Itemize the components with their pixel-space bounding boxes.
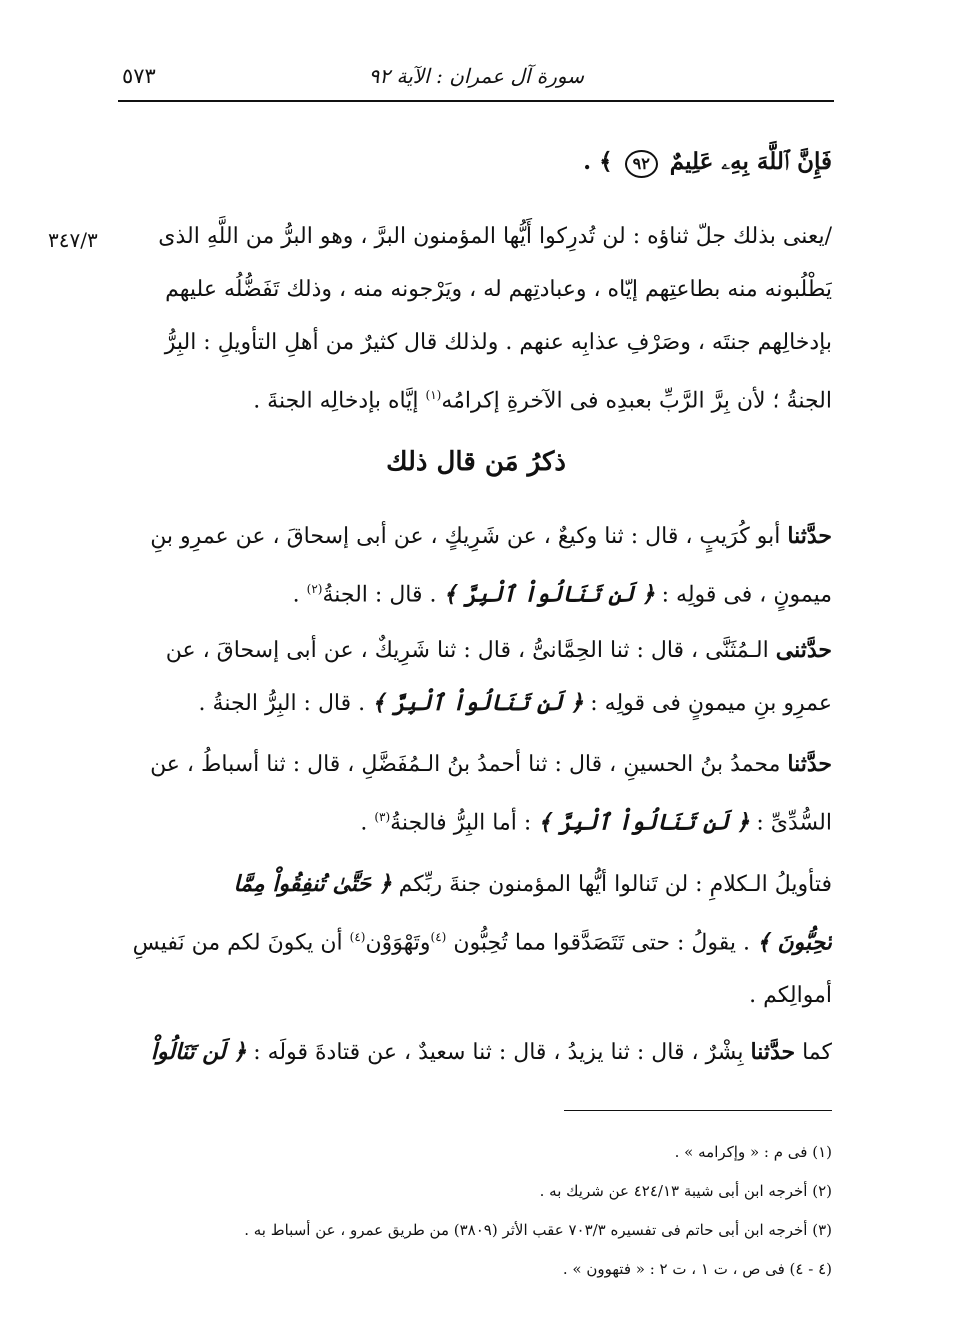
footnote-mark: (٤) — [430, 930, 447, 944]
footnote-divider — [564, 1110, 832, 1111]
text-line: الجنةُ ؛ لأن بِرَّ الرَّبِّ بعبدِه فى الآخرةِ إكرامُه$^{(١)}$ إيَّاه بإدخالِه الجنةَ . — [253, 388, 832, 414]
running-title: سورة آل عمران : الآية ٩٢ — [368, 64, 584, 88]
interpretation-paragraph — [120, 858, 832, 1022]
hadith-report-2 — [120, 624, 832, 730]
quran-quote: تُحِبُّونَ ﴾ — [756, 929, 832, 956]
hadith-report-3 — [120, 738, 832, 849]
text-line: السُّدِّىِّ : ﴿ لَن تَنَالُواْ ٱلْبِرَّ ﴾ : أما البِرُّ فالجنةُ$^{(٣)}$ . — [360, 809, 832, 836]
text-line: /يعنى بذلك جلّ ثناؤه : لن تُدرِكوا أَيُّها المؤمنون البرَّ ، وهو البرُّ من اللَّهِ الذى — [158, 224, 832, 249]
footnote: (١) فى م : « وإكرامه » . — [674, 1143, 832, 1161]
text-line: حدَّثنا محمدُ بنُ الحسينِ ، قال : ثنا أحمدُ بنُ الـمُفَضَّلِ ، قال : ثنا أسباطُ ، عن — [150, 751, 832, 777]
footnote: (٣) أخرجه ابن أبى حاتم فى تفسيره ٧٠٣/٣ عقب الأثر (٣٨٠٩) من طريق عمرو ، عن أسباط به . — [244, 1221, 832, 1239]
quran-quote: ﴿ لَن تَنَالُواْ ٱلْبِرَّ ﴾ — [372, 690, 584, 716]
margin-reference: ٣٤٧/٣ — [48, 228, 98, 252]
footnote-mark: (١) — [425, 388, 442, 402]
footnote-mark: (٣) — [374, 810, 391, 824]
quran-quote: ﴿ لَن تَنَالُواْ ٱلْبِرَّ ﴾ — [538, 809, 750, 836]
section-heading: ذكرُ مَن قال ذلك — [386, 447, 566, 477]
text-line: فتأويلُ الـكلامِ : لن تَنالوا أيُّها المؤمنون جنةَ ربِّكم ﴿ حَتَّىٰ تُنفِقُواْ مِمَّا — [233, 871, 832, 897]
narration-lead: حدَّثنا — [750, 1039, 796, 1065]
quran-quote: ﴿ حَتَّىٰ تُنفِقُواْ مِمَّا — [233, 871, 392, 897]
text-line: بإدخالِهم جنتَه ، وصَرْفِ عذابِه عنهم . ولذلك قال كثيرٌ من أهلِ التأويلِ : البِرُّ — [164, 330, 832, 355]
verse-end: ﴾ . — [583, 148, 613, 175]
footnotes — [120, 1133, 832, 1289]
hadith-report-4 — [120, 1026, 832, 1079]
footnote-mark: (٤) — [349, 930, 366, 944]
quran-verse — [583, 148, 832, 178]
text-line: تُحِبُّونَ ﴾ . يقولُ : حتى تَتَصَدَّقوا مما تُحِبُّون $^{(٤)}$وتَهْوَوْن$^{(٤)}$ أن يكونَ لكم من نَفيسِ — [132, 929, 832, 956]
text-line: ميمونٍ ، فى قولِه : ﴿ لَن تَنَالُواْ ٱلْبِرَّ ﴾ . قال : الجنةُ$^{(٢)}$ . — [292, 581, 832, 608]
page-number: ٥٧٣ — [122, 64, 156, 88]
page-header — [118, 56, 834, 102]
text-line: عمرِو بنِ ميمونٍ فى قولِه : ﴿ لَن تَنَالُواْ ٱلْبِرَّ ﴾ . قال : البِرُّ الجنةُ . — [198, 690, 832, 716]
text-line: أموالِكم . — [749, 983, 832, 1009]
quran-quote: ﴿ لَن تَنَالُواْ ٱلْبِرَّ ﴾ — [443, 581, 655, 608]
commentary-paragraph — [120, 210, 832, 427]
quran-quote: ﴿ لَن تَنَالُواْ — [150, 1039, 247, 1065]
hadith-report-1 — [120, 510, 832, 621]
text-line: حدَّثنا أبو كُرَيبٍ ، قال : ثنا وكيعٌ ، عن شَرِيكٍ ، عن أبى إسحاقَ ، عن عمرِو بنِ — [150, 523, 832, 549]
narration-lead: حدَّثنى — [775, 637, 832, 663]
text-line: يَطْلُبونه منه بطاعتِهم إيّاه ، وعبادتِهم له ، ويَرْجونه منه ، وذلك تَفَضُّلُه عليهم — [165, 277, 832, 302]
footnote: (٤ - ٤) فى ص ، ت ١ ، ت ٢ : « فتهوون » . — [562, 1260, 832, 1278]
narration-lead: حدَّثنا — [787, 751, 832, 777]
ayah-number-marker: ٩٢ — [625, 150, 658, 178]
text-line: كما حدَّثنا بِشْرٌ ، قال : ثنا يزيدُ ، قال : ثنا سعيدٌ ، عن قتادةَ قولَه : ﴿ لَن تَنَالُواْ — [150, 1039, 832, 1065]
narration-lead: حدَّثنا — [787, 523, 832, 549]
verse-text: فَإِنَّ ٱللَّهَ بِهِۦ عَلِيمٌ — [669, 148, 832, 175]
footnote-mark: (٢) — [306, 582, 323, 596]
text-line: حدَّثنى الـمُثَنَّى ، قال : ثنا الحِمَّانىُّ ، قال : ثنا شَرِيكٌ ، عن أبى إسحاقَ ، عن — [165, 637, 832, 663]
footnote: (٢) أخرجه ابن أبى شيبة ٤٢٤/١٣ عن شريك به . — [539, 1182, 832, 1200]
